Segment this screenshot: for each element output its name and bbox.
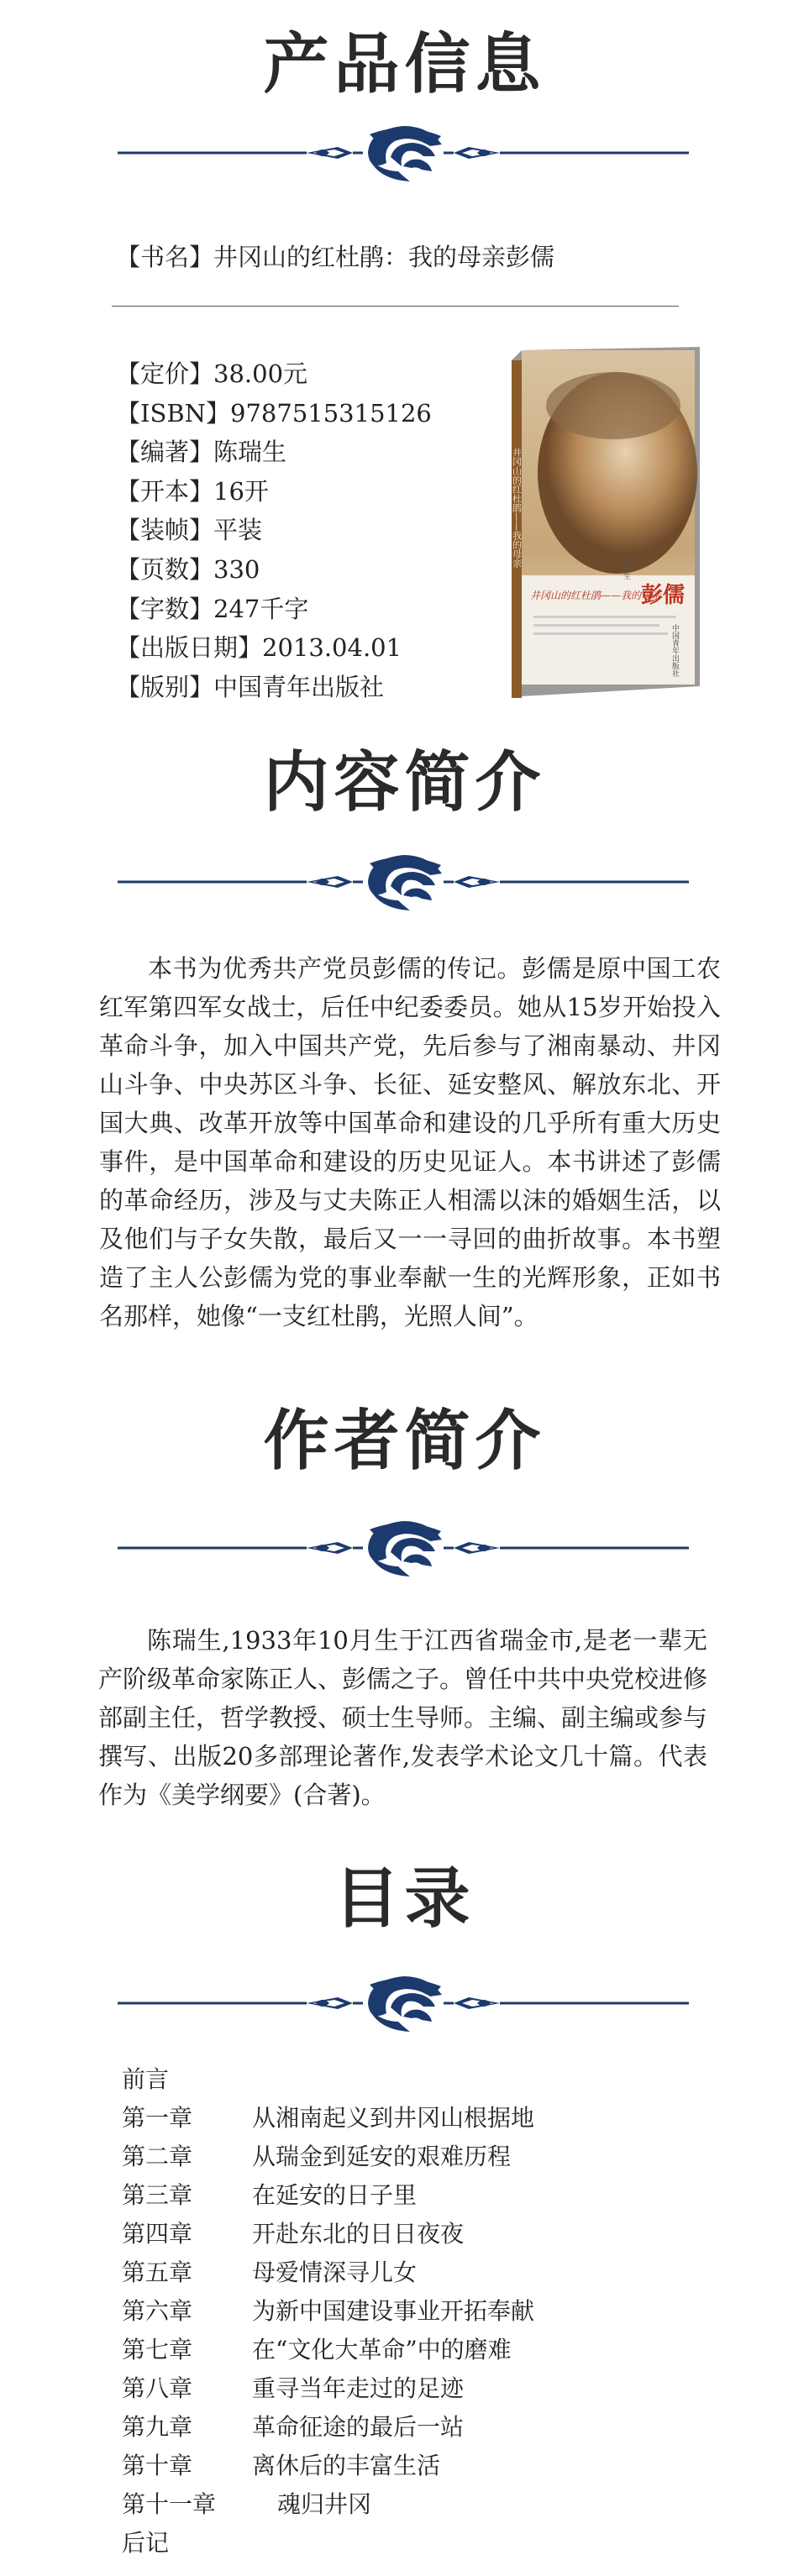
cover-small-title: 井冈山的红杜鹃——我的母亲	[530, 590, 662, 601]
toc-chapter-item[interactable]	[122, 2176, 534, 2215]
product-info-value: 38.00元	[213, 359, 308, 388]
toc-chapter-number: 第三章	[122, 2181, 193, 2209]
product-info-value: 9787515315126	[230, 398, 432, 428]
toc-chapter-item[interactable]	[122, 2369, 534, 2408]
toc-chapter-title: 为新中国建设事业开拓奉献	[252, 2297, 535, 2325]
toc-preface[interactable]	[122, 2060, 534, 2099]
product-info-label: 【版别】	[116, 672, 214, 701]
toc-chapter-item[interactable]	[122, 2215, 534, 2253]
product-info-label: 【出版日期】	[116, 633, 263, 663]
author-paragraph: 陈瑞生,1933年10月生于江西省瑞金市,是老一辈无产阶级革命家陈正人、彭儒之子。曾任中共中央党校进修部副主任，哲学教授、硕士生导师。主编、副主编或参与撰写、出版20多部理论著作,发表学术论文几十篇。代表作为《美学纲要》(合著)。	[98, 1626, 708, 1809]
toc-chapter-title: 开赴东北的日日夜夜	[252, 2220, 465, 2248]
product-info-label: 【页数】	[116, 555, 214, 584]
divider-line	[112, 306, 679, 307]
cover-publisher: 中国青年出版社	[670, 624, 679, 677]
toc-afterword[interactable]	[122, 2524, 534, 2563]
product-info-row	[116, 511, 262, 549]
product-info-value: 平装	[213, 516, 263, 545]
product-info-row	[116, 354, 307, 393]
product-info-row	[116, 472, 269, 511]
toc-chapter-number: 第一章	[122, 2104, 193, 2132]
product-info-label: 【开本】	[116, 476, 214, 506]
toc-chapter-item[interactable]	[122, 2099, 534, 2138]
toc-chapter-title: 母爱情深寻儿女	[252, 2259, 418, 2286]
toc-chapter-title: 在“文化大革命”中的磨难	[252, 2336, 512, 2364]
product-info-label: 【定价】	[116, 359, 214, 388]
product-info-value: 中国青年出版社	[213, 672, 385, 701]
toc-chapter-title: 从瑞金到延安的艰难历程	[252, 2143, 512, 2170]
section-title-product-info: 产品信息	[263, 26, 546, 102]
toc-chapter-number: 第二章	[122, 2143, 193, 2170]
ornament-divider	[118, 1970, 689, 2037]
toc-chapter-number: 第十一章	[122, 2490, 217, 2518]
product-info-value: 16开	[213, 476, 269, 506]
toc-chapter-item[interactable]	[122, 2331, 534, 2369]
toc-preface-label: 前言	[122, 2065, 170, 2093]
toc-chapter-item[interactable]	[122, 2292, 534, 2331]
toc-chapter-title: 在延安的日子里	[252, 2181, 418, 2209]
toc-chapter-item[interactable]	[122, 2485, 534, 2524]
section-title-author: 作者简介	[263, 1403, 546, 1479]
cover-spine-title: 井冈山的红杜鹃——我的母亲	[511, 448, 523, 568]
toc-chapter-title: 魂归井冈	[277, 2490, 372, 2518]
toc-chapter-title: 从湘南起义到井冈山根据地	[252, 2104, 535, 2132]
toc-chapter-title: 革命征途的最后一站	[252, 2413, 465, 2441]
cover-author: 陈瑞生	[622, 557, 630, 580]
ornament-divider	[118, 848, 689, 916]
eagle-ornament-icon	[118, 1514, 689, 1582]
product-info-value: 2013.04.01	[262, 633, 402, 663]
eagle-ornament-icon	[118, 848, 689, 916]
product-info-label: 【字数】	[116, 594, 214, 623]
book-name-row	[116, 238, 554, 276]
product-info-label: 【编著】	[116, 438, 214, 467]
cover-big-title: 彭儒	[641, 583, 686, 608]
section-title-intro: 内容简介	[263, 744, 546, 821]
product-info-label: 【装帧】	[116, 516, 214, 545]
product-info-label: 【ISBN】	[116, 398, 231, 428]
toc-afterword-label: 后记	[122, 2529, 170, 2557]
toc-chapter-number: 第十章	[122, 2452, 193, 2479]
toc-chapter-item[interactable]	[122, 2408, 534, 2447]
eagle-ornament-icon	[118, 1970, 689, 2037]
toc-chapter-number: 第四章	[122, 2220, 193, 2248]
product-info-value: 330	[213, 555, 260, 584]
table-of-contents	[122, 2060, 534, 2563]
section-title-toc: 目录	[334, 1860, 475, 1937]
product-info-row	[116, 433, 286, 471]
toc-chapter-title: 离休后的丰富生活	[252, 2452, 441, 2479]
toc-chapter-title: 重寻当年走过的足迹	[252, 2374, 465, 2402]
toc-chapter-item[interactable]	[122, 2253, 534, 2292]
product-info-row	[116, 628, 402, 667]
toc-chapter-number: 第九章	[122, 2413, 193, 2441]
book-name-label: 【书名】	[116, 243, 214, 271]
toc-chapter-number: 第八章	[122, 2374, 193, 2402]
toc-chapter-number: 第五章	[122, 2259, 193, 2286]
intro-paragraph: 本书为优秀共产党员彭儒的传记。彭儒是原中国工农红军第四军女战士，后任中纪委委员。她从15岁开始投入革命斗争，加入中国共产党，先后参与了湘南暴动、井冈山斗争、中央苏区斗争、长征、延安整风、解放东北、开国大典、改革开放等中国革命和建设的几乎所有重大历史事件，是中国革命和建设的历史见证人。本书讲述了彭儒的革命经历，涉及与丈夫陈正人相濡以沫的婚姻生活，以及他们与子女失散，最后又一一寻回的曲折故事。本书塑造了主人公彭儒为党的事业奉献一生的光辉形象，正如书名那样，她像“一支红杜鹃，光照人间”。	[99, 954, 721, 1330]
product-info-row	[116, 590, 308, 628]
product-info-row	[116, 394, 432, 433]
product-info-value: 陈瑞生	[213, 438, 287, 467]
ornament-divider	[118, 1514, 689, 1582]
ornament-divider	[118, 119, 689, 186]
toc-chapter-number: 第六章	[122, 2297, 193, 2325]
toc-chapter-item[interactable]	[122, 2138, 534, 2176]
book-name-value: 井冈山的红杜鹃：我的母亲彭儒	[213, 243, 555, 271]
toc-chapter-item[interactable]	[122, 2447, 534, 2485]
product-info-row	[116, 550, 260, 589]
product-info-row	[116, 668, 384, 706]
toc-chapter-number: 第七章	[122, 2336, 193, 2364]
book-cover-image	[500, 347, 700, 698]
product-info-value: 247千字	[213, 594, 309, 623]
eagle-ornament-icon	[118, 119, 689, 186]
